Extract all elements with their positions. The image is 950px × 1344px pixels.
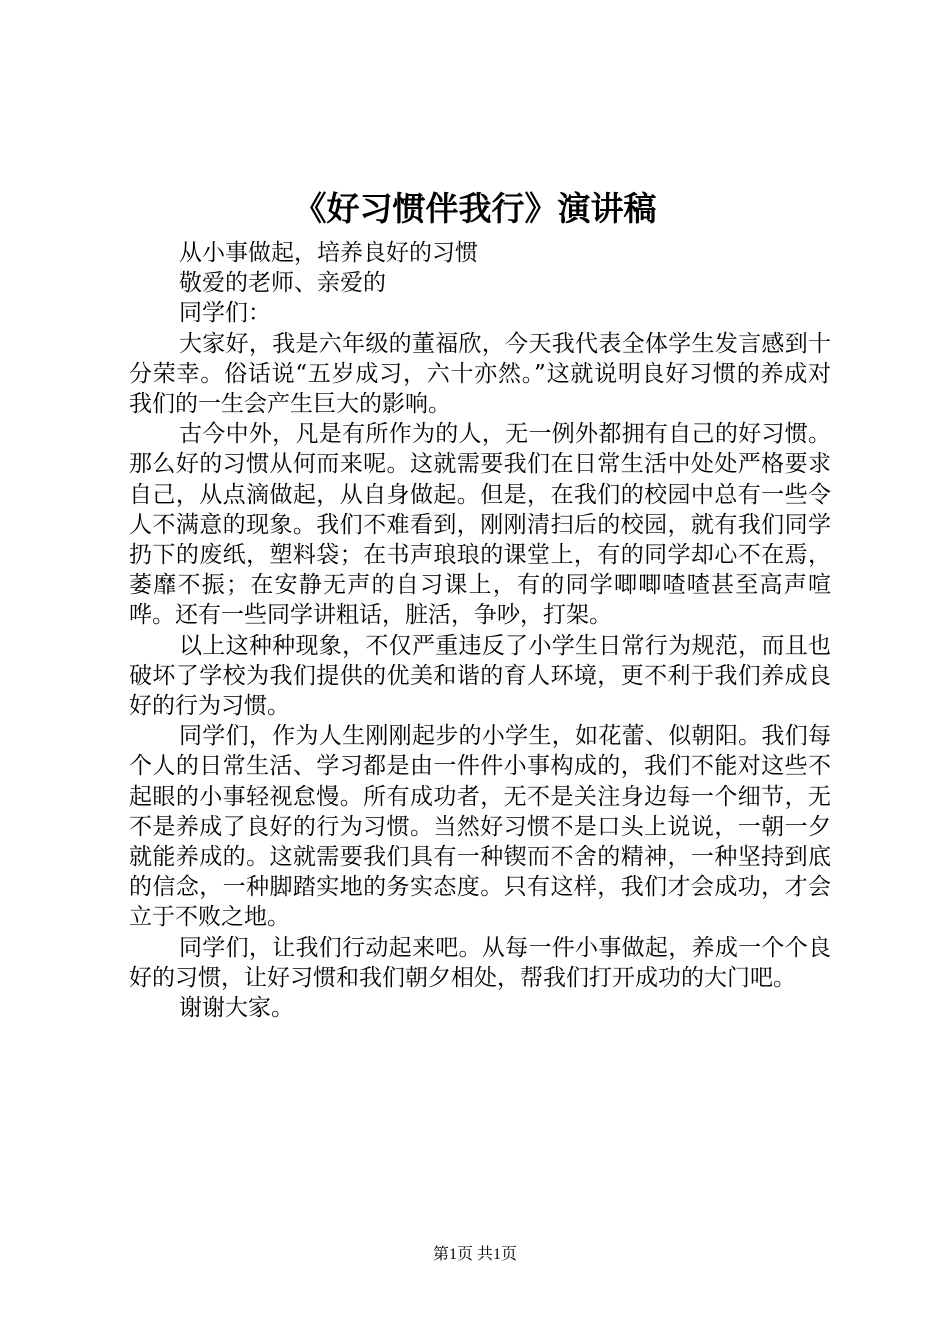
paragraph-thanks: 谢谢大家。: [179, 995, 294, 1022]
page-number-footer: 第1页 共1页: [432, 1246, 517, 1263]
paragraph-intro: 大家好，我是六年级的董福欣，今天我代表全体学生发言感到十分荣幸。俗话说“五岁成习，六十亦然。”这就说明良好习惯的养成对我们的一生会产生巨大的影响。: [129, 330, 831, 418]
paragraph-advice: 同学们，作为人生刚刚起步的小学生，如花蕾、似朝阳。我们每个人的日常生活、学习都是由一件件小事构成的，我们不能对这些不起眼的小事轻视怠慢。所有成功者，无不是关注身边每一个细节，无不是养成了良好的行为习惯。当然好习惯不是口头上说说，一朝一夕就能养成的。这就需要我们具有一种锲而不舍的精神，一种坚持到底的信念，一种脚踏实地的务实态度。只有这样，我们才会成功，才会立于不败之地。: [129, 723, 831, 931]
document-body: [129, 238, 831, 1023]
document-title: 《好习惯伴我行》演讲稿: [293, 189, 657, 228]
paragraph-call-to-action: 同学们，让我们行动起来吧。从每一件小事做起，养成一个个良好的习惯，让好习惯和我们朝夕相处，帮我们打开成功的大门吧。: [129, 934, 831, 991]
paragraph-salutation-2: 同学们：: [179, 300, 271, 327]
paragraph-subtitle: 从小事做起，培养良好的习惯: [179, 240, 478, 266]
paragraph-consequence: 以上这种种现象，不仅严重违反了小学生日常行为规范，而且也破坏了学校为我们提供的优美和谐的育人环境，更不利于我们养成良好的行为习惯。: [129, 632, 831, 720]
paragraph-phenomena: 古今中外，凡是有所作为的人，无一例外都拥有自己的好习惯。那么好的习惯从何而来呢。这就需要我们在日常生活中处处严格要求自己，从点滴做起，从自身做起。但是，在我们的校园中总有一些令人不满意的现象。我们不难看到，刚刚清扫后的校园，就有我们同学扔下的废纸，塑料袋；在书声琅琅的课堂上，有的同学却心不在焉，萎靡不振；在安静无声的自习课上，有的同学唧唧喳喳甚至高声喧哗。还有一些同学讲粗话，脏活，争吵，打架。: [129, 421, 831, 629]
paragraph-salutation-1: 敬爱的老师、亲爱的: [179, 270, 386, 297]
